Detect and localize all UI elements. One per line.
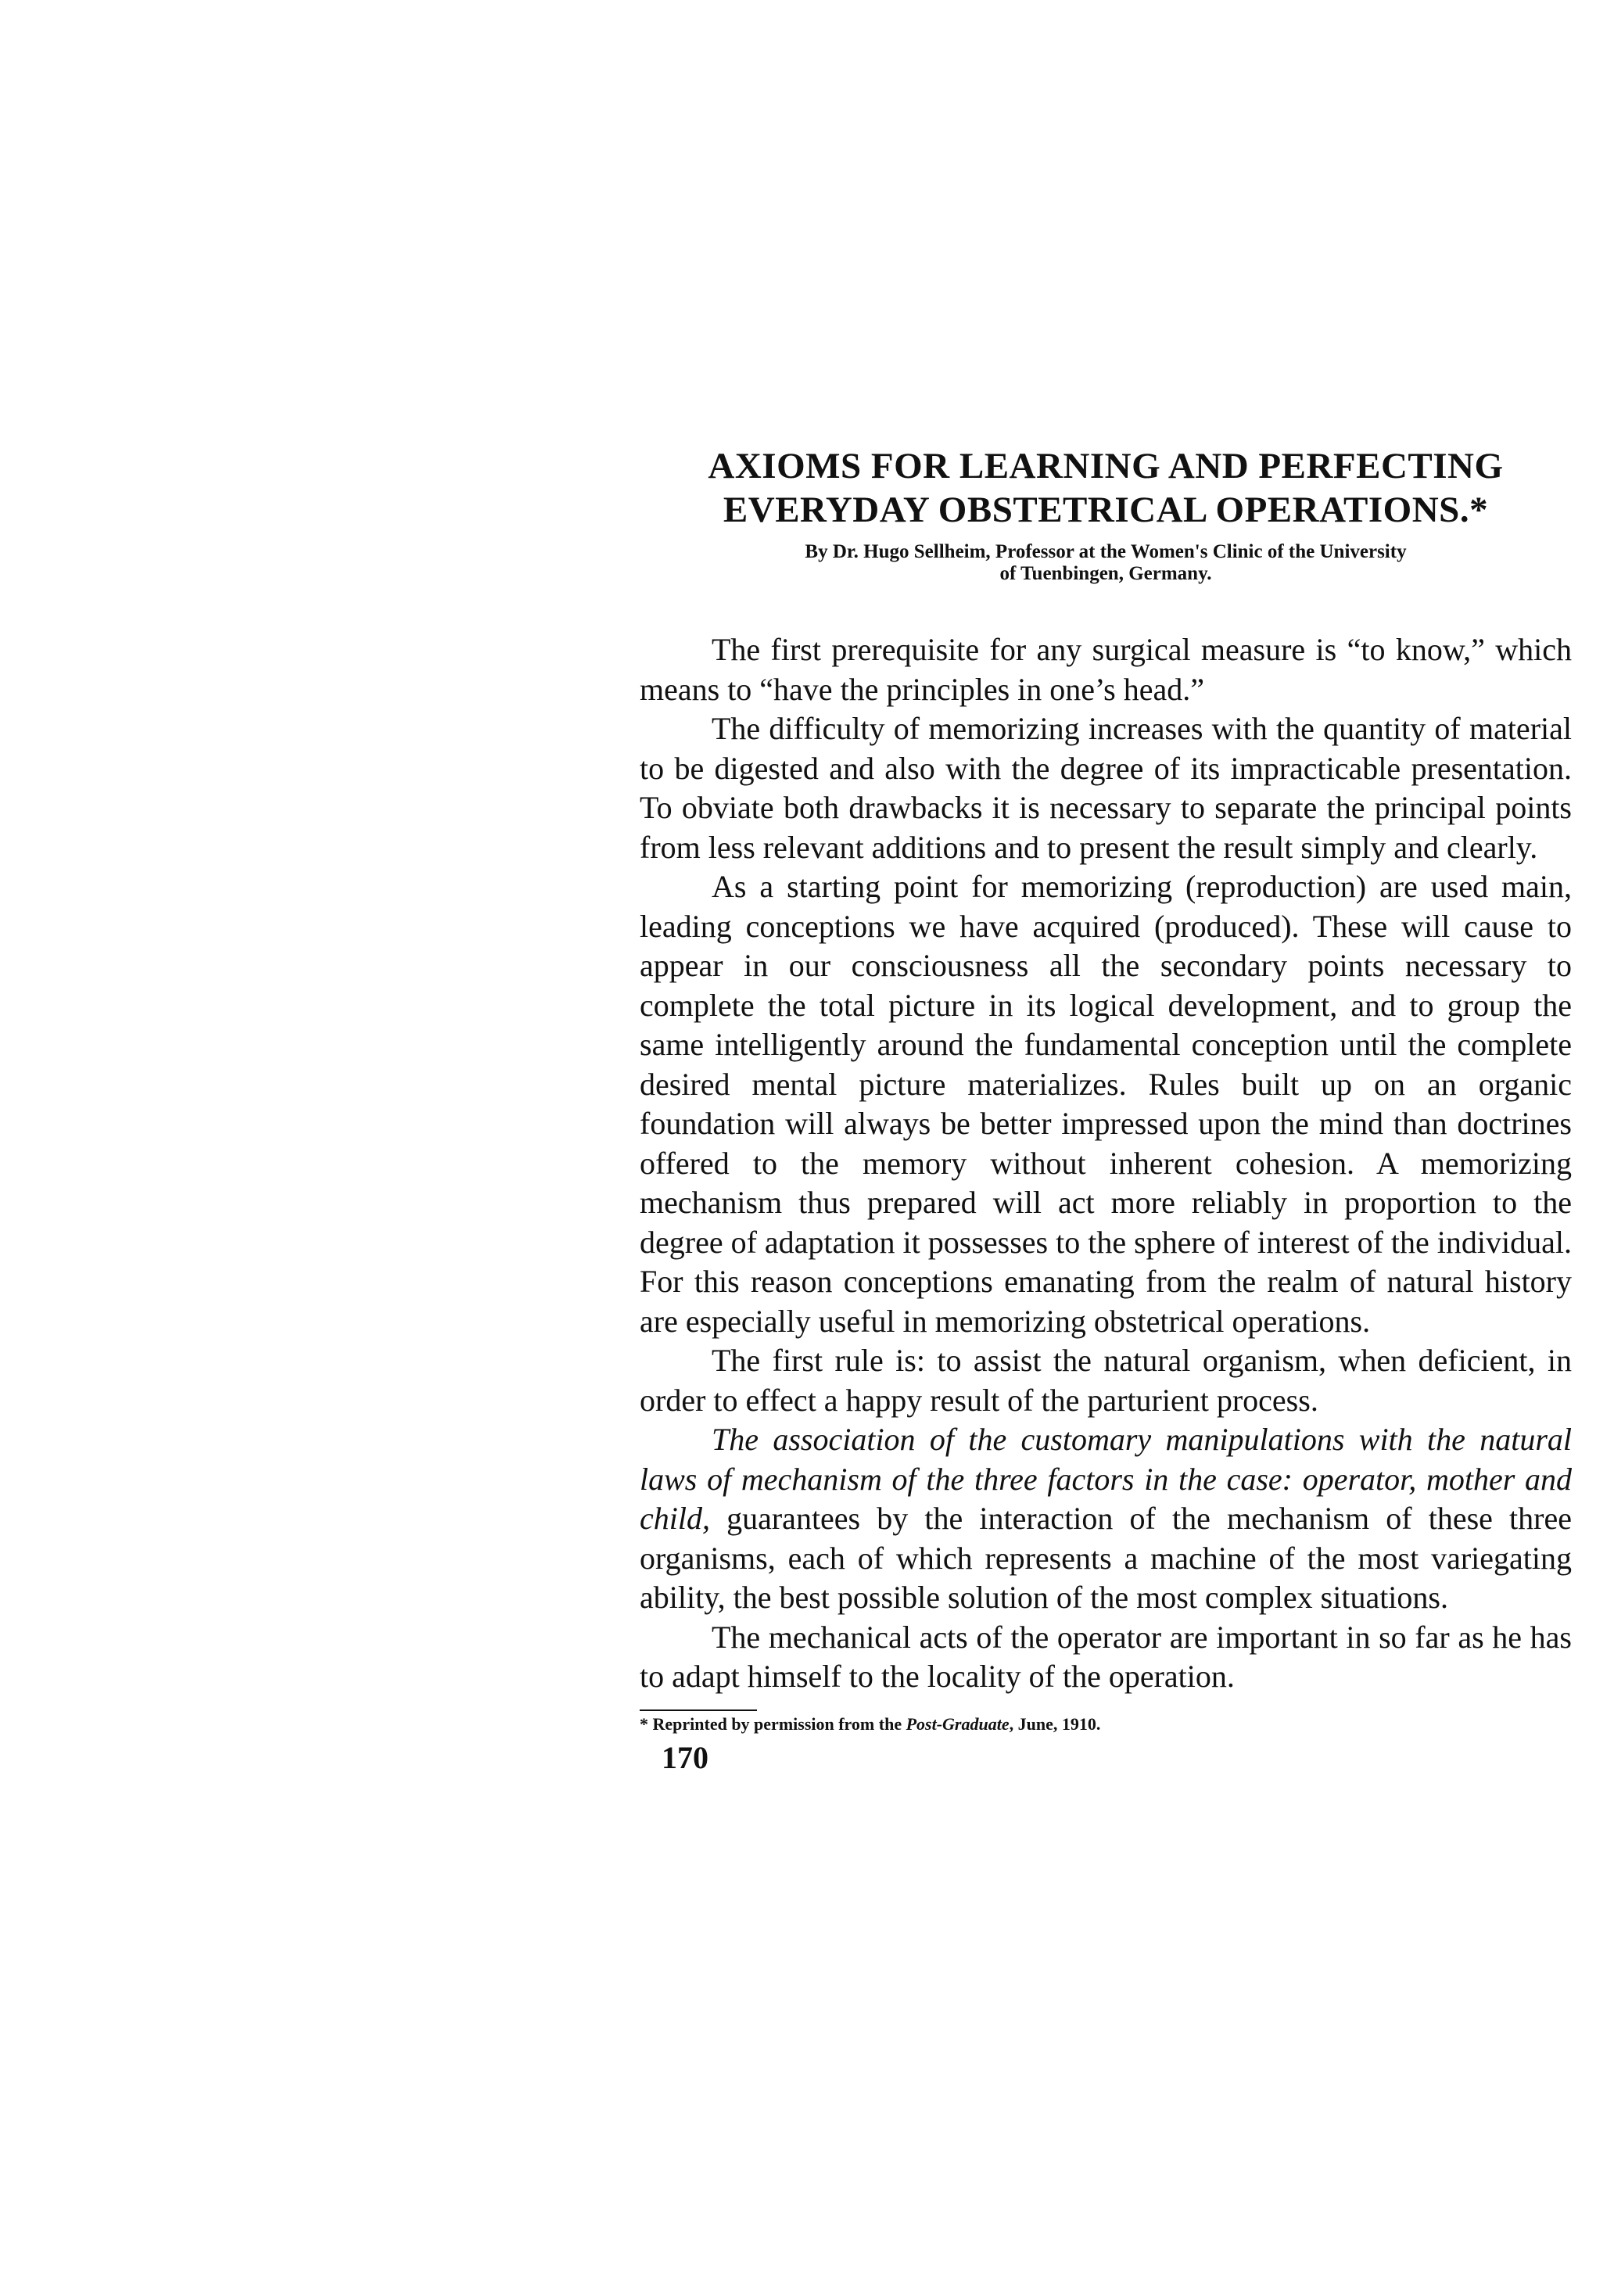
byline-line-1: By Dr. Hugo Sellheim, Professor at the Women's Clinic of the University — [805, 541, 1407, 562]
footnote-prefix: * Reprinted by permission from the — [640, 1713, 906, 1734]
title-line-2: EVERYDAY OBSTETRICAL OPERATIONS.* — [723, 490, 1489, 530]
page-number: 170 — [662, 1739, 708, 1775]
paragraph-4: The first rule is: to assist the natural organism, when deficient, in order to effect a happy result of the parturient process. — [640, 1343, 1572, 1418]
footnote-suffix: , June, 1910. — [1009, 1713, 1101, 1734]
footnote-divider — [640, 1709, 757, 1711]
paragraph-3: As a starting point for memorizing (reproduction) are used main, leading conceptions we have acquired (produced). These will cause to appear in our consciousness all the secondary points necessary to complete the total picture in its logical development, and to group the same intelligently around the fundamental conception until the complete desired mental picture materializes. Rules built up on an organic foundation will always be better impressed upon the mind than doctrines offered to the memory without inherent cohesion. A memorizing mechanism thus prepared will act more reliably in proportion to the degree of adaptation it possesses to the sphere of interest of the individual. For this reason conceptions emanating from the realm of natural history are especially useful in memorizing obstetrical operations. — [640, 869, 1572, 1339]
title-line-1: AXIOMS FOR LEARNING AND PERFECTING — [708, 446, 1504, 486]
document-page — [640, 444, 1572, 1776]
article-title — [640, 444, 1572, 532]
paragraph-5-normal: guarantees by the interaction of the mechanism of these three organisms, each of which represents a machine of the most variegating ability, the best possible solution of the most complex situations. — [640, 1501, 1572, 1615]
paragraph-2: The difficulty of memorizing increases with the quantity of material to be digested and also with the degree of its impracticable presentation. To obviate both drawbacks it is necessary to separate the principal points from less relevant additions and to present the result simply and clearly. — [640, 711, 1572, 865]
author-byline — [640, 541, 1572, 585]
byline-line-2: of Tuenbingen, Germany. — [999, 563, 1212, 584]
footnote — [640, 1713, 1572, 1736]
paragraph-6: The mechanical acts of the operator are important in so far as he has to adapt himself to the locality of the operation. — [640, 1619, 1572, 1694]
paragraph-1: The first prerequisite for any surgical measure is “to know,” which means to “have the principles in one’s head.” — [640, 632, 1572, 707]
article-body — [640, 630, 1572, 1697]
paragraph-5 — [640, 1420, 1572, 1618]
footnote-journal: Post-Graduate — [906, 1713, 1010, 1734]
paragraph-5-italic: The association of the customary manipulations with the natural laws of mechanism of the three factors in the case: operator, mother and child, — [640, 1422, 1572, 1536]
